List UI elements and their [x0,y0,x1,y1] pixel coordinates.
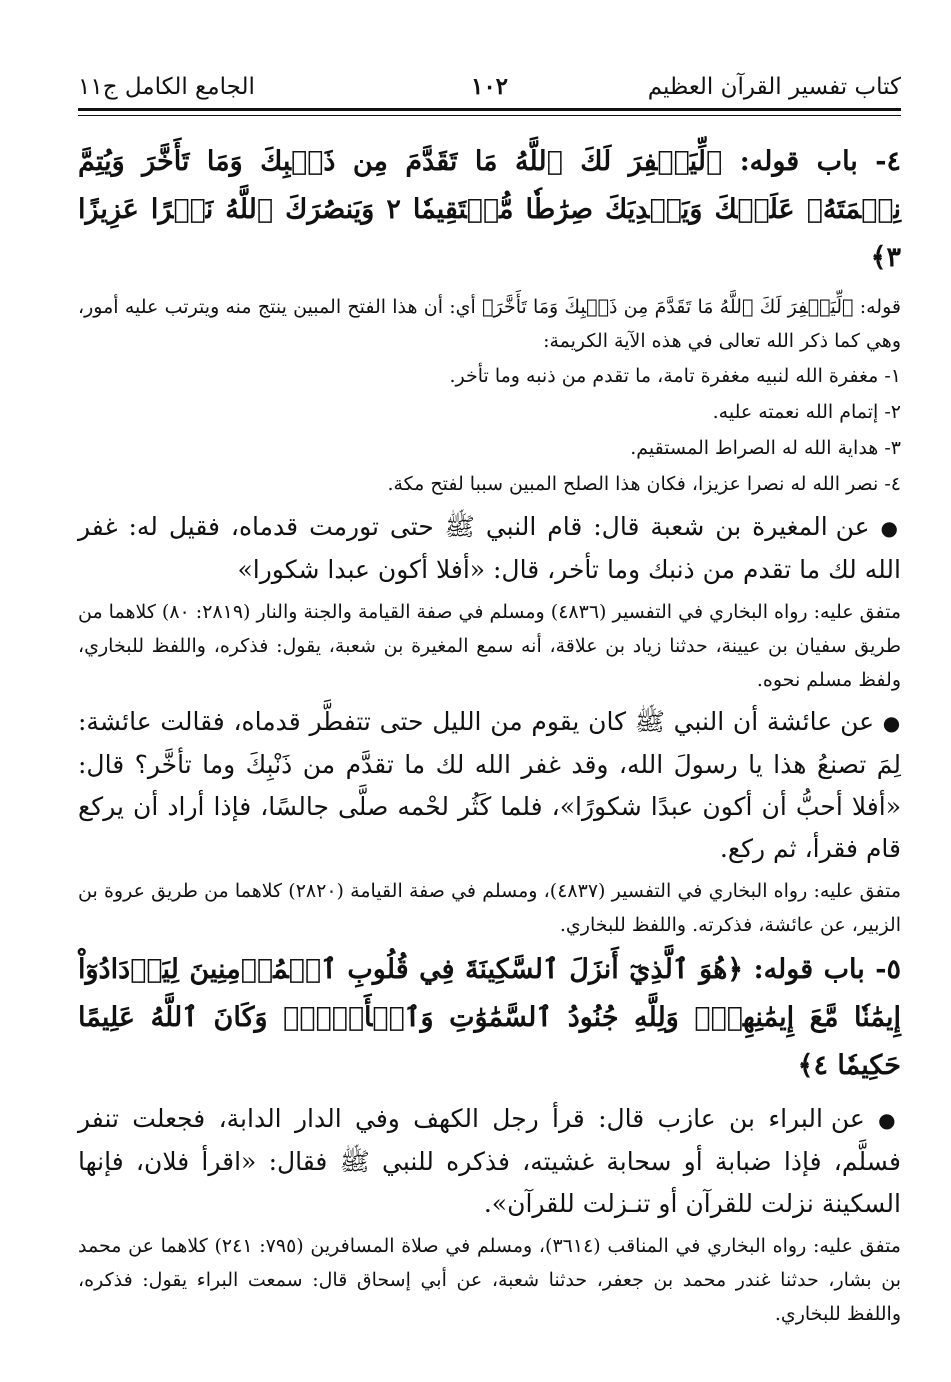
list-item: ١- مغفرة الله لنبيه مغفرة تامة، ما تقدم من ذنبه وما تأخر. [449,365,901,387]
list-item: ٣- هداية الله له الصراط المستقيم. [630,437,901,459]
chapter-label: ٥- باب قوله: [753,954,901,985]
hadith-body: عن البراء بن عازب قال: قرأ رجل الكهف وفي الدار الدابة، فجعلت تنفر فسلَّم، فإذا ضبابة أو سحابة غشيته، فذكره للنبي ﷺ فقال: «اقرأ فلان، فإنها السكينة نزلت للقرآن أو تنـزلت للقرآن». [78,1104,901,1218]
page-number: ١٠٢ [470,73,509,100]
takhrij-note: متفق عليه: رواه البخاري في التفسير (٤٨٣٧)، ومسلم في صفة القيامة (٢٨٢٠) كلاهما من طريق عروة بن الزبير، عن عائشة، فذكرته. واللفظ للبخاري. [78,880,901,936]
takhrij-note: متفق عليه: رواه البخاري في التفسير (٤٨٣٦) ومسلم في صفة القيامة والجنة والنار (٢٨١٩: ٨٠) كلاهما من طريق سفيان بن عيينة، حدثنا زياد بن علاقة، أنه سمع المغيرة بن شعبة، يقول: فذكره، واللفظ للبخاري، ولفظ مسلم نحوه. [78,601,902,691]
hadith-text [78,701,901,870]
hadith-text [78,1098,901,1225]
running-header [78,72,901,112]
hadith-body: عن المغيرة بن شعبة قال: قام النبي ﷺ حتى تورمت قدماه، فقيل له: غفر الله لك ما تقدم من ذنبك وما تأخر، قال: «أفلا أكون عبدا شكورا» [78,512,901,584]
chapter-label: ٤- باب قوله: [739,146,901,177]
list-item: ٢- إتمام الله نعمته عليه. [712,401,901,423]
bullet-icon: ● [878,1108,901,1132]
hadith-body: عن عائشة أن النبي ﷺ كان يقوم من الليل حتى تتفطَّر قدماه، فقالت عائشة: لِمَ تصنعُ هذا يا رسولَ الله، وقد غفر الله لك ما تقدَّم من ذَنْبِكَ وما تأخَّر؟ قال: «أفلا أحبُّ أن أكون عبدًا شكورًا»، فلما كَثُر لحْمه صلَّى جالسًا، فإذا أراد أن يركع قام فقرأ، ثم ركع. [78,707,901,863]
quran-verse: ﴿هُوَ ٱلَّذِيٓ أَنزَلَ ٱلسَّكِينَةَ فِي قُلُوبِ ٱلۡمُؤۡمِنِينَ لِيَزۡدَادُوٓاْ إِيمَٰنٗا مَّعَ إِيمَٰنِهِمۡۗ وَلِلَّهِ جُنُودُ ٱلسَّمَٰوَٰتِ وَٱلۡأَرۡضِۚ وَكَانَ ٱللَّهُ عَلِيمًا حَكِيمٗا ٤﴾ [78,954,901,1081]
bullet-icon: ● [882,711,901,735]
hadith-text [78,506,901,591]
list-item: ٤- نصر الله له نصرا عزيزا، فكان هذا الصلح المبين سببا لفتح مكة. [387,473,901,495]
chapter-heading-4 [78,138,901,282]
benefits-list [78,358,901,502]
takhrij-note: متفق عليه: رواه البخاري في المناقب (٣٦١٤)، ومسلم في صلاة المسافرين (٧٩٥: ٢٤١) كلاهما عن محمد بن بشار، حدثنا غندر محمد بن جعفر، حدثنا شعبة، عن أبي إسحاق قال: سمعت البراء يقول: فذكره، واللفظ للبخاري. [78,1235,901,1325]
header-book-title: كتاب تفسير القرآن العظيم [647,74,901,100]
header-rule-thin [78,115,901,116]
quran-verse: ﴿لِّيَغۡفِرَ لَكَ ٱللَّهُ مَا تَقَدَّمَ مِن ذَنۢبِكَ وَمَا تَأَخَّرَ وَيُتِمَّ نِعۡمَتَهُۥ عَلَيۡكَ وَيَهۡدِيَكَ صِرَٰطٗا مُّسۡتَقِيمٗا ٢ وَيَنصُرَكَ ٱللَّهُ نَصۡرًا عَزِيزًا ٣﴾ [78,146,901,273]
chapter-heading-5 [78,946,901,1090]
header-volume-title: الجامع الكامل ج١١ [78,74,255,100]
commentary-paragraph: قوله: ﴿لِّيَغۡفِرَ لَكَ ٱللَّهُ مَا تَقَدَّمَ مِن ذَنۢبِكَ وَمَا تَأَخَّرَ﴾ أي: أن هذا الفتح المبين ينتج منه ويترتب عليه أمور، وهي كما ذكر الله تعالى في هذه الآية الكريمة: [78,296,901,352]
page-content [78,138,901,1331]
bullet-icon: ● [880,516,901,540]
header-rule-thick [78,108,901,111]
